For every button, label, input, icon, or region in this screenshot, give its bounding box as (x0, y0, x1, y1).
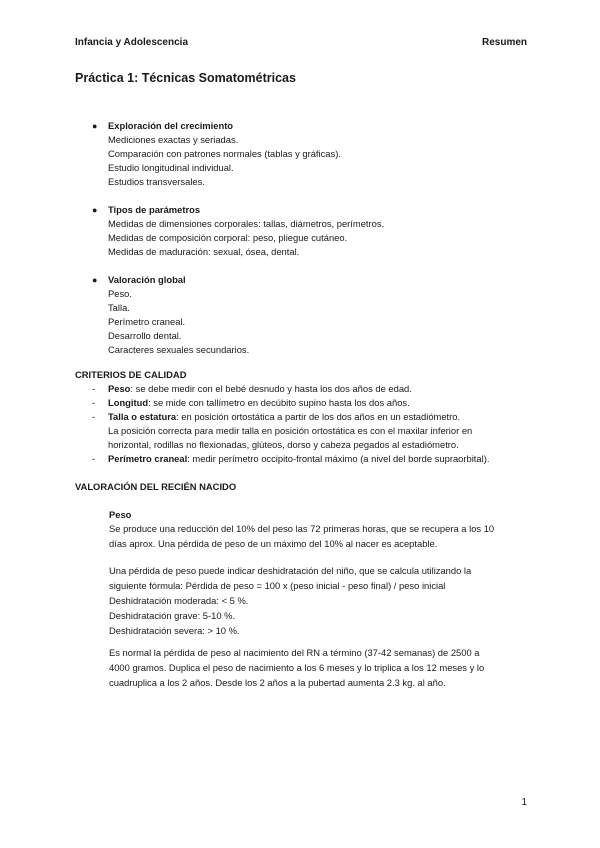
paragraph-line: Deshidratación severa: > 10 %. (109, 625, 240, 636)
bullet-line: Desarrollo dental. (108, 330, 182, 341)
paragraph-reduccion (109, 521, 494, 551)
bullet-line: Medidas de dimensiones corporales: tallas, diámetros, perímetros. (108, 218, 385, 229)
paragraph-line: Deshidratación moderada: < 5 %. (109, 595, 249, 606)
criterio-term: Longitud (108, 397, 149, 408)
paragraph-line: 4000 gramos. Duplica el peso de nacimiento a los 6 meses y lo triplica a los 12 meses y lo (109, 662, 485, 673)
bullet-line: Mediciones exactas y seriadas. (108, 134, 239, 145)
page-number: 1 (521, 797, 527, 808)
dash-marker: - (92, 453, 96, 464)
paragraph-deshidratacion (109, 563, 471, 638)
criterio-extra-line: horizontal, rodillas no flexionadas, glúteos, dorso y cabeza pegados al estadiómetro. (108, 439, 459, 450)
section-heading-valoracion: VALORACIÓN DEL RECIÉN NACIDO (75, 481, 237, 492)
paragraph-line: Una pérdida de peso puede indicar deshidratación del niño, que se calcula utilizando la (109, 565, 472, 576)
section-heading-criterios: CRITERIOS DE CALIDAD (75, 369, 187, 380)
dash-marker: - (92, 411, 96, 422)
bullet-marker: ● (92, 205, 98, 215)
dash-marker: - (92, 397, 96, 408)
paragraph-perdida-normal (109, 645, 484, 690)
header-section-label: Resumen (481, 37, 527, 48)
criterio-text: : medir perímetro occipito-frontal máximo (a nivel del borde supraorbital). (187, 453, 490, 464)
criterios-list (92, 382, 489, 466)
bullet-valoracion-global (92, 273, 249, 357)
bullet-marker: ● (92, 121, 98, 131)
paragraph-line: Deshidratación grave: 5-10 %. (109, 610, 236, 621)
criterio-text: : se mide con tallímetro en decúbito supino hasta los dos años. (148, 397, 410, 408)
criterio-extra-line: La posición correcta para medir talla en posición ortostática es con el maxilar inferior en (108, 425, 473, 436)
subheading-peso: Peso (109, 509, 132, 520)
criterio-term: Perímetro craneal (108, 453, 188, 464)
bullet-line: Comparación con patrones normales (tablas y gráficas). (108, 148, 341, 159)
page-title: Práctica 1: Técnicas Somatométricas (75, 71, 296, 85)
criterio-term: Peso (108, 383, 131, 394)
bullet-exploracion (92, 119, 341, 189)
header-document-title: Infancia y Adolescencia (75, 37, 189, 48)
paragraph-line: Es normal la pérdida de peso al nacimiento del RN a término (37-42 semanas) de 2500 a (109, 647, 480, 658)
bullet-line: Medidas de maduración: sexual, ósea, dental. (108, 246, 300, 257)
paragraph-line: cuadruplica a los 2 años. Desde los 2 años a la pubertad aumenta 2.3 kg. al año. (109, 677, 446, 688)
criterio-term: Talla o estatura (108, 411, 177, 422)
criterio-text: : se debe medir con el bebé desnudo y hasta los dos años de edad. (130, 383, 412, 394)
paragraph-line: siguiente fórmula: Pérdida de peso = 100 x (peso inicial - peso final) / peso inicial (109, 580, 446, 591)
bullet-line: Peso. (108, 288, 132, 299)
bullet-heading: Exploración del crecimiento (108, 120, 234, 131)
list-item (92, 452, 489, 466)
bullet-tipos-parametros (92, 203, 384, 259)
paragraph-line: días aprox. Una pérdida de peso de un máximo del 10% al nacer es aceptable. (109, 538, 438, 549)
paragraph-line: Se produce una reducción del 10% del peso las 72 primeras horas, que se recupera a los 10 (109, 523, 495, 534)
criterio-text: : en posición ortostática a partir de los dos años en un estadiómetro. (176, 411, 461, 422)
bullet-line: Estudios transversales. (108, 176, 205, 187)
bullet-line: Talla. (108, 302, 130, 313)
bullet-line: Perímetro craneal. (108, 316, 186, 327)
list-item (92, 396, 489, 410)
bullet-line: Medidas de composición corporal: peso, pliegue cutáneo. (108, 232, 348, 243)
bullet-marker: ● (92, 275, 98, 285)
list-item (92, 382, 489, 396)
bullet-line: Caracteres sexuales secundarios. (108, 344, 250, 355)
bullet-heading: Valoración global (108, 274, 186, 285)
bullet-heading: Tipos de parámetros (108, 204, 201, 215)
bullet-line: Estudio longitudinal individual. (108, 162, 234, 173)
dash-marker: - (92, 383, 96, 394)
list-item (92, 410, 489, 452)
